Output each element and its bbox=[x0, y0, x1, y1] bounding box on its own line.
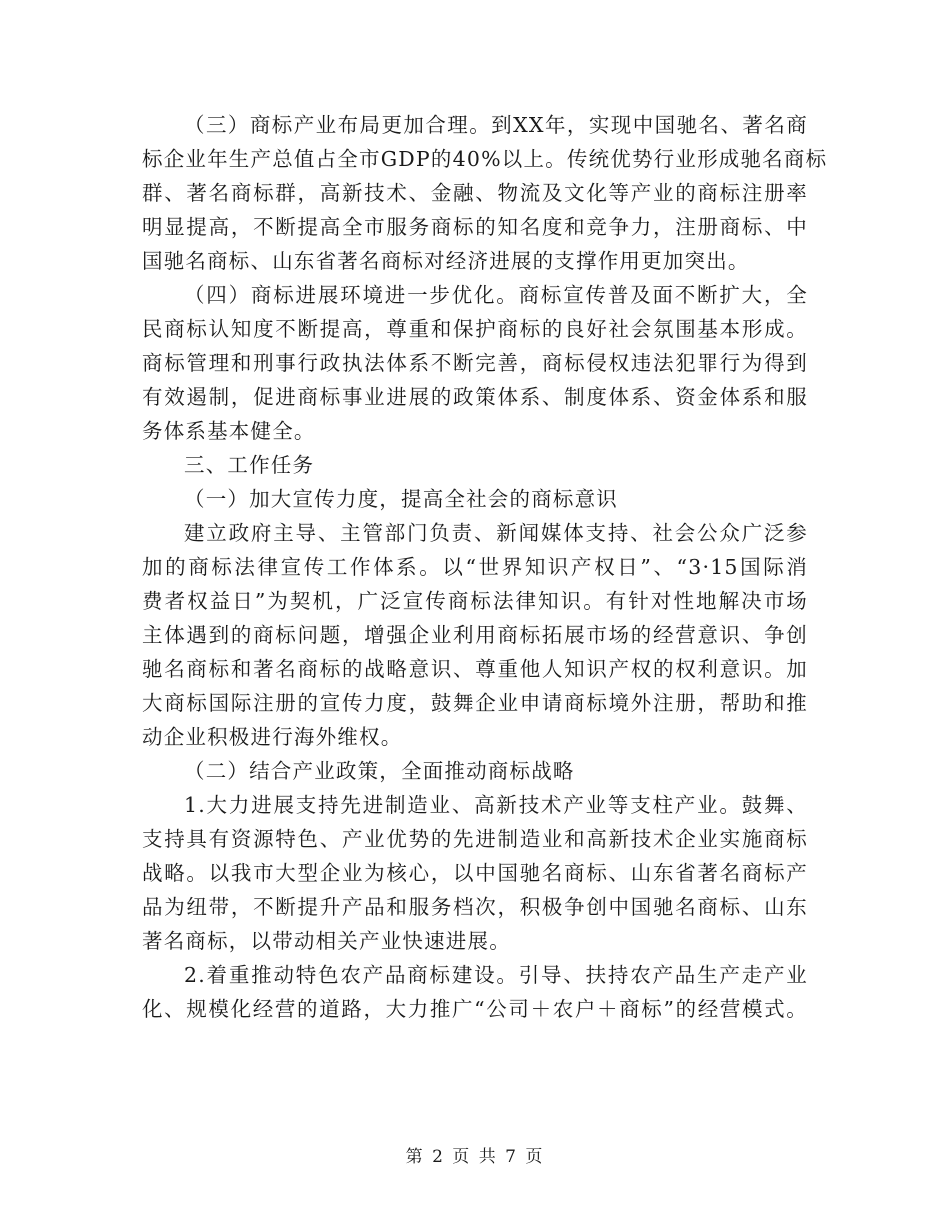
text-line: 1.大力进展支持先进制造业、高新技术产业等支柱产业。鼓舞、 bbox=[184, 793, 808, 817]
text-line: 动企业积极进行海外维权。 bbox=[142, 725, 403, 749]
text-line: 驰名商标和著名商标的战略意识、尊重他人知识产权的权利意识。加 bbox=[142, 657, 808, 681]
text-line: 著名商标，以带动相关产业快速进展。 bbox=[142, 929, 511, 953]
text-line: 商标管理和刑事行政执法体系不断完善，商标侵权违法犯罪行为得到 bbox=[142, 351, 808, 375]
text-line: （二）结合产业政策，全面推动商标战略 bbox=[184, 759, 575, 783]
text-line: 有效遏制，促进商标事业进展的政策体系、制度体系、资金体系和服 bbox=[142, 385, 808, 409]
text-line: 三、工作任务 bbox=[184, 453, 315, 477]
text-line: （三）商标产业布局更加合理。到XX年，实现中国驰名、著名商 bbox=[184, 113, 808, 137]
text-line: （四）商标进展环境进一步优化。商标宣传普及面不断扩大，全 bbox=[184, 283, 808, 307]
text-line: 战略。以我市大型企业为核心，以中国驰名商标、山东省著名商标产 bbox=[142, 861, 808, 885]
text-line: 国驰名商标、山东省著名商标对经济进展的支撑作用更加突出。 bbox=[142, 249, 750, 273]
text-line: 品为纽带，不断提升产品和服务档次，积极争创中国驰名商标、山东 bbox=[142, 895, 808, 919]
text-line: 支持具有资源特色、产业优势的先进制造业和高新技术企业实施商标 bbox=[142, 827, 808, 851]
text-line: 费者权益日”为契机，广泛宣传商标法律知识。有针对性地解决市场 bbox=[142, 589, 808, 613]
text-line: 化、规模化经营的道路，大力推广“公司＋农户＋商标”的经营模式。 bbox=[142, 997, 808, 1021]
text-line: 主体遇到的商标问题，增强企业利用商标拓展市场的经营意识、争创 bbox=[142, 623, 808, 647]
text-line: 大商标国际注册的宣传力度，鼓舞企业申请商标境外注册，帮助和推 bbox=[142, 691, 808, 715]
text-line: （一）加大宣传力度，提高全社会的商标意识 bbox=[184, 487, 618, 511]
text-line: 民商标认知度不断提高，尊重和保护商标的良好社会氛围基本形成。 bbox=[142, 317, 808, 341]
text-line: 务体系基本健全。 bbox=[142, 419, 316, 443]
page-number-label: 第 2 页 共 7 页 bbox=[405, 1147, 545, 1167]
text-line: 2.着重推动特色农产品商标建设。引导、扶持农产品生产走产业 bbox=[184, 963, 808, 987]
document-body bbox=[142, 108, 828, 1026]
page-footer bbox=[0, 1142, 950, 1167]
text-line: 明显提高，不断提高全市服务商标的知名度和竞争力，注册商标、中 bbox=[142, 215, 808, 239]
text-line: 群、著名商标群，高新技术、金融、物流及文化等产业的商标注册率 bbox=[142, 181, 808, 205]
text-line: 建立政府主导、主管部门负责、新闻媒体支持、社会公众广泛参 bbox=[184, 521, 808, 545]
text-line: 加的商标法律宣传工作体系。以“世界知识产权日”、“3·15国际消 bbox=[142, 555, 808, 579]
text-line: 标企业年生产总值占全市GDP的40%以上。传统优势行业形成驰名商标 bbox=[142, 147, 828, 171]
